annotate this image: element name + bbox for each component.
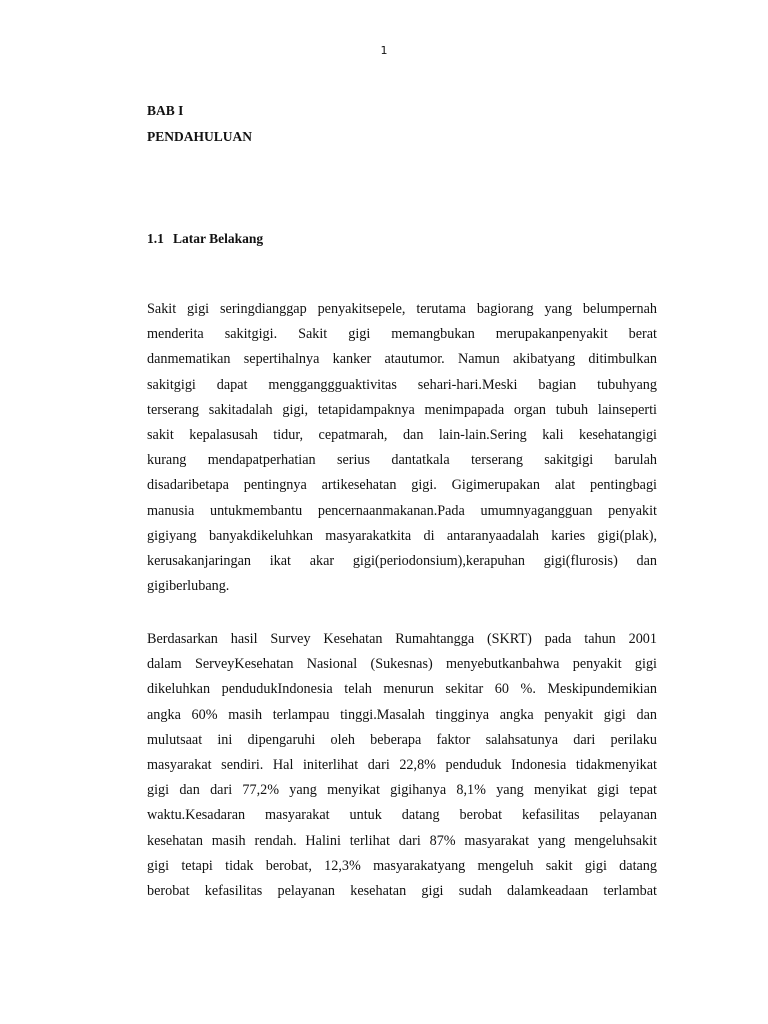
paragraph-line: mulutsaat ini dipengaruhi oleh beberapa faktor salahsatunya dari perilaku <box>147 731 657 748</box>
paragraph-line: berobat kefasilitas pelayanan kesehatan gigi sudah dalamkeadaan terlambat <box>147 882 657 899</box>
paragraph-line: Sakit gigi seringdianggap penyakitsepele, terutama bagiorang yang belumpernah <box>147 301 657 317</box>
section-title: Latar Belakang <box>173 231 264 246</box>
paragraph-1 <box>147 297 657 599</box>
paragraph-line: danmematikan sepertihalnya kanker atautumor. Namun akibatyang ditimbulkan <box>147 351 657 368</box>
paragraph-line: kesehatan masih rendah. Halini terlihat dari 87% masyarakat yang mengeluhsakit <box>147 832 657 849</box>
paragraph-2 <box>147 627 657 904</box>
paragraph-line: masyarakat sendiri. Hal initerlihat dari 22,8% penduduk Indonesia tidakmenyikat <box>147 756 657 773</box>
paragraph-line: kurang mendapatperhatian serius dantatkala terserang sakitgigi barulah <box>147 452 657 469</box>
paragraph-line: sakit kepalasusah tidur, cepatmarah, dan lain-lain.Sering kali kesehatangigi <box>147 426 657 443</box>
paragraph-line: Berdasarkan hasil Survey Kesehatan Rumahtangga (SKRT) pada tahun 2001 <box>147 631 657 647</box>
paragraph-line: sakitgigi dapat mengganggguaktivitas sehari-hari.Meski bagian tubuhyang <box>147 376 657 393</box>
paragraph-line: disadaribetapa pentingnya artikesehatan gigi. Gigimerupakan alat pentingbagi <box>147 477 657 494</box>
chapter-number: BAB I <box>147 103 184 118</box>
section-number: 1.1 <box>147 231 164 246</box>
paragraph-line: waktu.Kesadaran masyarakat untuk datang berobat kefasilitas pelayanan <box>147 807 657 824</box>
paragraph-line: gigi dan dari 77,2% yang menyikat gigihanya 8,1% yang menyikat gigi tepat <box>147 782 657 799</box>
paragraph-line: angka 60% masih terlampau tinggi.Masalah tingginya angka penyakit gigi dan <box>147 706 657 723</box>
paragraph-line: kerusakanjaringan ikat akar gigi(periodonsium),kerapuhan gigi(flurosis) dan <box>147 552 657 569</box>
paragraph-line: gigi tetapi tidak berobat, 12,3% masyarakatyang mengeluh sakit gigi datang <box>147 857 657 874</box>
paragraph-line: dalam ServeyKesehatan Nasional (Sukesnas) menyebutkanbahwa penyakit gigi <box>147 656 657 673</box>
paragraph-line: gigiyang banyakdikeluhkan masyarakatkita di antaranyaadalah karies gigi(plak), <box>147 527 657 544</box>
paragraph-line: manusia untukmembantu pencernaanmakanan.Pada umumnyagangguan penyakit <box>147 502 657 519</box>
paragraph-line: terserang sakitadalah gigi, tetapidampaknya menimpapada organ tubuh lainseperti <box>147 401 657 418</box>
paragraph-line: menderita sakitgigi. Sakit gigi memangbukan merupakanpenyakit berat <box>147 326 657 343</box>
paragraph-line: gigiberlubang. <box>147 578 230 595</box>
section-heading <box>147 231 263 247</box>
paragraph-line: dikeluhkan pendudukIndonesia telah menurun sekitar 60 %. Meskipundemikian <box>147 681 657 698</box>
chapter-title: PENDAHULUAN <box>147 129 253 144</box>
page-number: 1 <box>380 44 388 57</box>
